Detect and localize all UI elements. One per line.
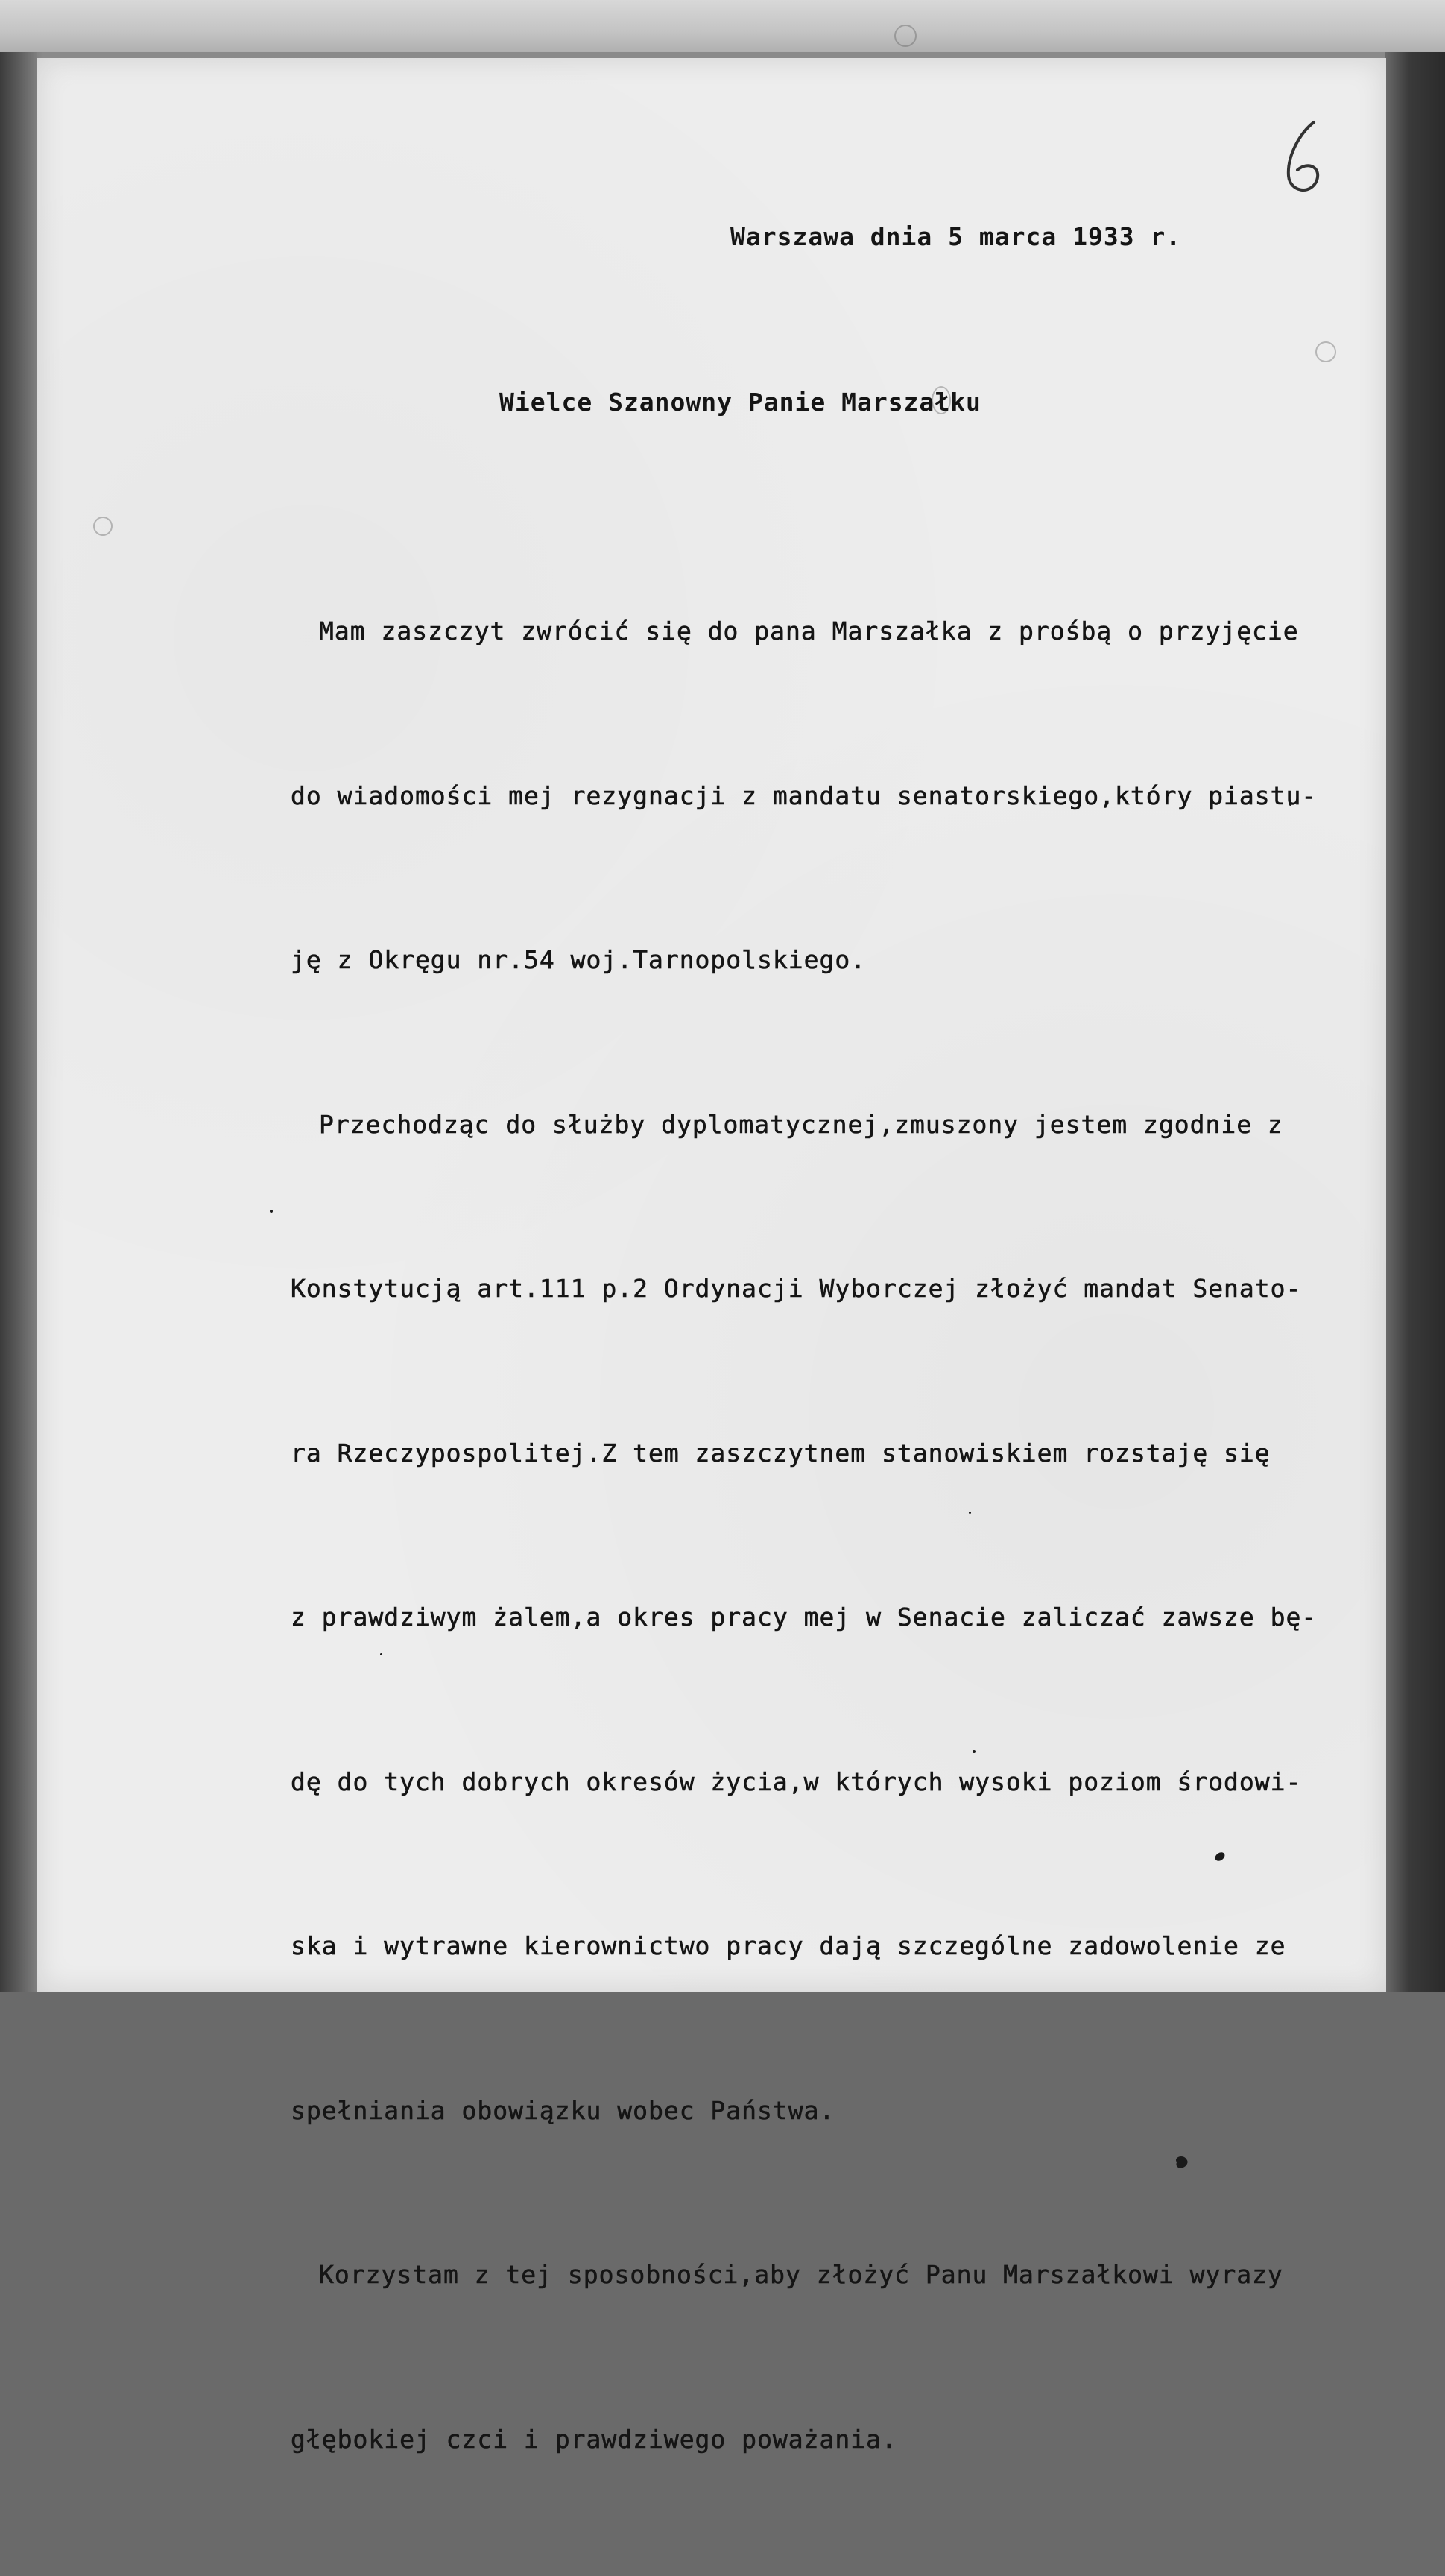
body-line: z prawdziwym żalem,a okres pracy mej w Senacie zaliczać zawsze bę- [291,1603,1318,1632]
stain-mark [1315,341,1336,362]
scan-left-edge [0,52,37,1992]
body-line: Mam zaszczyt zwrócić się do pana Marszałka z prośbą o przyjęcie [319,616,1299,645]
stain-mark [894,25,917,47]
letter-page [37,58,1386,2454]
body-line: dę do tych dobrych okresów życia,w których wysoki poziom środowi- [291,1767,1302,1796]
letter-body [291,494,1317,2576]
body-line: ra Rzeczypospolitej.Z tem zaszczytnem stanowiskiem rozstaję się [291,1438,1271,1468]
handwritten-page-number [1278,118,1330,200]
body-line: ję z Okręgu nr.54 woj.Tarnopolskiego. [291,945,867,974]
body-line: ska i wytrawne kierownictwo pracy dają szczególne zadowolenie ze [291,1931,1286,1960]
body-line: Przechodząc do służby dyplomatycznej,zmuszony jestem zgodnie z [319,1109,1283,1139]
letter-date: Warszawa dnia 5 marca 1933 r. [730,222,1182,251]
scan-top-strip [0,0,1445,52]
body-line: spełniania obowiązku wobec Państwa. [291,2095,835,2125]
body-line: głębokiej czci i prawdziwego poważania. [291,2424,897,2454]
scan-right-edge [1385,52,1445,1992]
ink-speck [270,1210,273,1213]
body-line: Korzystam z tej sposobności,aby złożyć Panu Marszałkowi wyrazy [319,2260,1283,2289]
stain-mark [93,517,113,536]
letter-salutation: Wielce Szanowny Panie Marszałku [499,388,981,417]
body-line: do wiadomości mej rezygnacji z mandatu senatorskiego,który piastu- [291,780,1318,810]
body-line: Konstytucją art.111 p.2 Ordynacji Wyborczej złożyć mandat Senato- [291,1274,1302,1303]
